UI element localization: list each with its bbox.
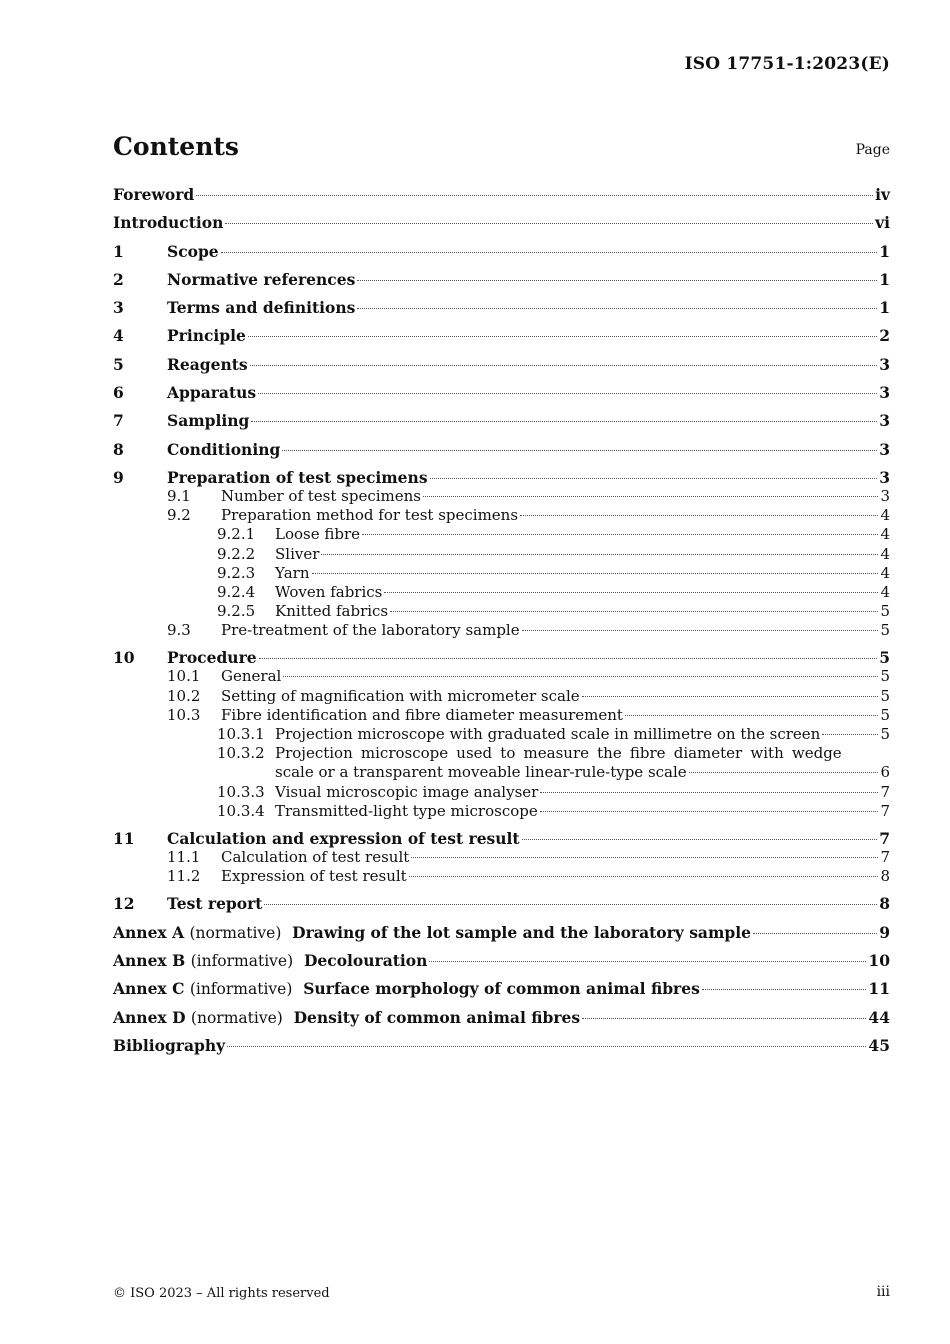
toc-page: 5 xyxy=(880,705,890,724)
toc-number: 9.2.2 xyxy=(217,544,256,563)
copyright-notice: © ISO 2023 – All rights reserved xyxy=(113,1286,330,1301)
toc-entry-clause-6[interactable] xyxy=(113,383,890,402)
leader-dots xyxy=(582,696,879,697)
toc-page: iv xyxy=(875,185,890,204)
toc-title: Loose fibre xyxy=(275,525,361,544)
toc-number: 6 xyxy=(113,383,124,403)
page-number: iii xyxy=(876,1284,890,1300)
leader-dots xyxy=(753,933,877,934)
toc-page: 7 xyxy=(880,782,890,801)
toc-number: 7 xyxy=(113,411,124,431)
toc-title: Test report xyxy=(167,894,263,914)
toc-page: 5 xyxy=(879,648,890,668)
toc-number: 11.1 xyxy=(167,847,201,866)
toc-page: 7 xyxy=(880,847,890,866)
leader-dots xyxy=(540,792,878,793)
leader-dots xyxy=(258,393,877,394)
toc-page: 6 xyxy=(880,763,890,782)
toc-page: 1 xyxy=(879,298,890,318)
toc-title: Number of test specimens xyxy=(221,486,422,505)
toc-page: 7 xyxy=(880,801,890,820)
toc-entry-annex-b[interactable] xyxy=(113,951,890,970)
toc-entry-bibliography[interactable] xyxy=(113,1036,890,1055)
toc-number: 4 xyxy=(113,326,124,346)
toc-number: 9.1 xyxy=(167,486,191,505)
toc-page: 4 xyxy=(880,525,890,544)
toc-entry-9-1[interactable] xyxy=(113,487,890,506)
toc-page: 1 xyxy=(879,269,890,289)
leader-dots xyxy=(582,1018,866,1019)
toc-entry-clause-4[interactable] xyxy=(113,326,890,345)
toc-entry-clause-10[interactable] xyxy=(113,648,890,667)
toc-title: Knitted fabrics xyxy=(275,602,389,621)
toc-title: Normative references xyxy=(167,269,356,289)
toc-entry-clause-8[interactable] xyxy=(113,440,890,459)
toc-entry-9-2-5[interactable] xyxy=(113,602,890,621)
toc-entry-annex-c[interactable] xyxy=(113,979,890,998)
leader-dots xyxy=(411,857,878,858)
toc-number: 9.3 xyxy=(167,621,191,640)
toc-entry-9-2-2[interactable] xyxy=(113,545,890,564)
toc-title: Conditioning xyxy=(167,439,281,459)
toc-title: Scope xyxy=(167,241,219,261)
toc-title: Apparatus xyxy=(167,383,257,403)
leader-dots xyxy=(282,450,877,451)
toc-page: 10 xyxy=(868,950,890,970)
leader-dots xyxy=(357,308,877,309)
toc-number: 3 xyxy=(113,298,124,318)
toc-number: 9.2.4 xyxy=(217,582,256,601)
toc-entry-10-3-3[interactable] xyxy=(113,783,890,802)
toc-title: Calculation and expression of test result xyxy=(167,828,520,848)
toc-entry-clause-2[interactable] xyxy=(113,270,890,289)
toc-number: 10.3.2 xyxy=(217,744,265,763)
toc-number: 9 xyxy=(113,467,124,487)
toc-entry-clause-12[interactable] xyxy=(113,894,890,913)
toc-title: Expression of test result xyxy=(221,867,407,886)
leader-dots xyxy=(384,592,878,593)
toc-page: 7 xyxy=(879,828,890,848)
toc-page: 45 xyxy=(868,1035,890,1055)
leader-dots xyxy=(227,1046,866,1047)
toc-page: 5 xyxy=(880,621,890,640)
toc-page: 5 xyxy=(880,686,890,705)
toc-title: Sliver xyxy=(275,544,320,563)
toc-number: 10 xyxy=(113,648,135,668)
toc-page: 8 xyxy=(880,867,890,886)
leader-dots xyxy=(225,223,873,224)
toc-title: General xyxy=(221,667,282,686)
toc-number: 9.2 xyxy=(167,506,191,525)
toc-number: 11.2 xyxy=(167,867,201,886)
toc-page: 11 xyxy=(868,979,890,999)
leader-dots xyxy=(357,280,877,281)
annex-label: Annex A xyxy=(113,922,185,942)
toc-page: 4 xyxy=(880,544,890,563)
toc-title: Introduction xyxy=(113,213,224,233)
toc-title: Setting of magnification with micrometer scale xyxy=(221,686,580,705)
toc-entry-9-2-3[interactable] xyxy=(113,564,890,583)
toc-title: Projection microscope with graduated scale in millimetre on the screen xyxy=(275,725,821,744)
toc-entry-10-3-2-line2[interactable] xyxy=(113,763,890,782)
toc-number: 9.2.5 xyxy=(217,602,256,621)
toc-page: 3 xyxy=(879,467,890,487)
toc-number: 5 xyxy=(113,354,124,374)
toc-page: 2 xyxy=(879,326,890,346)
toc-title: Yarn xyxy=(275,563,310,582)
toc-page: 44 xyxy=(868,1007,890,1027)
leader-dots xyxy=(196,195,873,196)
toc-page: 3 xyxy=(879,383,890,403)
document-id: ISO 17751-1:2023(E) xyxy=(684,54,890,74)
toc-entry-annex-a[interactable] xyxy=(113,923,890,942)
annex-type: (normative) xyxy=(190,1008,283,1027)
page-title: Contents xyxy=(113,132,240,161)
leader-dots xyxy=(423,496,878,497)
leader-dots xyxy=(540,811,879,812)
leader-dots xyxy=(522,630,879,631)
toc-page: 3 xyxy=(880,486,890,505)
toc-entry-9-2[interactable] xyxy=(113,506,890,525)
toc-title: Fibre identification and fibre diameter measurement xyxy=(221,705,623,724)
toc-title: scale or a transparent moveable linear-rule-type scale xyxy=(275,763,687,782)
annex-label: Annex B xyxy=(113,950,186,970)
leader-dots xyxy=(429,961,866,962)
toc-title: Principle xyxy=(167,326,246,346)
toc-title: Woven fabrics xyxy=(275,582,383,601)
toc-number: 10.3.4 xyxy=(217,801,265,820)
leader-dots xyxy=(264,904,877,905)
toc-entry-annex-d[interactable] xyxy=(113,1008,890,1027)
toc-entry-clause-3[interactable] xyxy=(113,298,890,317)
annex-label: Annex C xyxy=(113,979,185,999)
toc-page: 3 xyxy=(879,411,890,431)
toc-entry-9-2-1[interactable] xyxy=(113,525,890,544)
leader-dots xyxy=(390,611,878,612)
toc-page: 5 xyxy=(880,667,890,686)
annex-type: (informative) xyxy=(190,951,294,970)
toc-entry-10-3[interactable] xyxy=(113,706,890,725)
leader-dots xyxy=(822,734,878,735)
toc-number: 10.3 xyxy=(167,705,201,724)
toc-title: Visual microscopic image analyser xyxy=(275,782,539,801)
leader-dots xyxy=(283,676,878,677)
toc-number: 8 xyxy=(113,439,124,459)
toc-entry-11-1[interactable] xyxy=(113,848,890,867)
toc-page: 5 xyxy=(880,725,890,744)
leader-dots xyxy=(362,534,878,535)
toc-number: 1 xyxy=(113,241,124,261)
leader-dots xyxy=(430,478,878,479)
toc-title: Terms and definitions xyxy=(167,298,356,318)
toc-title: Surface morphology of common animal fibres xyxy=(303,979,700,999)
toc-title: Drawing of the lot sample and the laboratory sample xyxy=(292,922,751,942)
toc-title: Calculation of test result xyxy=(221,847,410,866)
toc-title: Transmitted-light type microscope xyxy=(275,801,538,820)
table-of-contents xyxy=(113,185,890,1064)
toc-number: 11 xyxy=(113,828,135,848)
toc-number: 10.1 xyxy=(167,667,201,686)
toc-number: 9.2.1 xyxy=(217,525,256,544)
toc-entry-introduction[interactable] xyxy=(113,213,890,232)
toc-title: Preparation method for test specimens xyxy=(221,506,519,525)
toc-page: 3 xyxy=(879,354,890,374)
toc-title: Reagents xyxy=(167,354,248,374)
toc-entry-clause-5[interactable] xyxy=(113,355,890,374)
page-column-label: Page xyxy=(855,142,890,158)
leader-dots xyxy=(702,989,867,990)
toc-entry-10-2[interactable] xyxy=(113,687,890,706)
toc-entry-clause-11[interactable] xyxy=(113,829,890,848)
leader-dots xyxy=(409,876,879,877)
toc-entry-clause-9[interactable] xyxy=(113,468,890,487)
leader-dots xyxy=(250,365,878,366)
toc-title: Pre-treatment of the laboratory sample xyxy=(221,621,520,640)
leader-dots xyxy=(221,252,878,253)
toc-entry-10-1[interactable] xyxy=(113,667,890,686)
annex-type: (informative) xyxy=(189,980,293,999)
toc-page: 4 xyxy=(880,563,890,582)
toc-entry-10-3-4[interactable] xyxy=(113,802,890,821)
toc-entry-clause-7[interactable] xyxy=(113,411,890,430)
toc-number: 12 xyxy=(113,894,135,914)
leader-dots xyxy=(625,715,879,716)
leader-dots xyxy=(689,772,879,773)
toc-page: 4 xyxy=(880,582,890,601)
toc-entry-9-2-4[interactable] xyxy=(113,583,890,602)
toc-number: 2 xyxy=(113,269,124,289)
annex-type: (normative) xyxy=(189,923,282,942)
toc-title: Projection microscope used to measure the fibre diameter with wedge xyxy=(275,744,842,763)
toc-page: 8 xyxy=(879,894,890,914)
toc-entry-11-2[interactable] xyxy=(113,867,890,886)
toc-page: vi xyxy=(875,213,890,233)
leader-dots xyxy=(321,554,878,555)
toc-page: 3 xyxy=(879,439,890,459)
toc-entry-clause-1[interactable] xyxy=(113,242,890,261)
toc-number: 10.3.1 xyxy=(217,725,265,744)
toc-number: 10.2 xyxy=(167,686,201,705)
toc-title: Foreword xyxy=(113,185,195,204)
toc-page: 4 xyxy=(880,506,890,525)
toc-entry-9-3[interactable] xyxy=(113,621,890,640)
toc-title: Decolouration xyxy=(303,950,428,970)
leader-dots xyxy=(522,839,878,840)
toc-number: 10.3.3 xyxy=(217,782,265,801)
leader-dots xyxy=(520,515,878,516)
toc-page: 5 xyxy=(880,602,890,621)
toc-title: Sampling xyxy=(167,411,250,431)
annex-label: Annex D xyxy=(113,1007,186,1027)
toc-title: Preparation of test specimens xyxy=(167,467,428,487)
toc-page: 9 xyxy=(879,922,890,942)
leader-dots xyxy=(251,421,877,422)
toc-title: Bibliography xyxy=(113,1035,226,1055)
leader-dots xyxy=(248,336,877,337)
toc-entry-10-3-1[interactable] xyxy=(113,725,890,744)
toc-page: 1 xyxy=(879,241,890,261)
leader-dots xyxy=(259,658,878,659)
toc-entry-foreword[interactable] xyxy=(113,185,890,204)
toc-number: 9.2.3 xyxy=(217,563,256,582)
leader-dots xyxy=(312,573,879,574)
toc-title: Procedure xyxy=(167,648,257,668)
toc-entry-10-3-2-line1[interactable] xyxy=(113,744,890,763)
toc-title: Density of common animal fibres xyxy=(293,1007,581,1027)
